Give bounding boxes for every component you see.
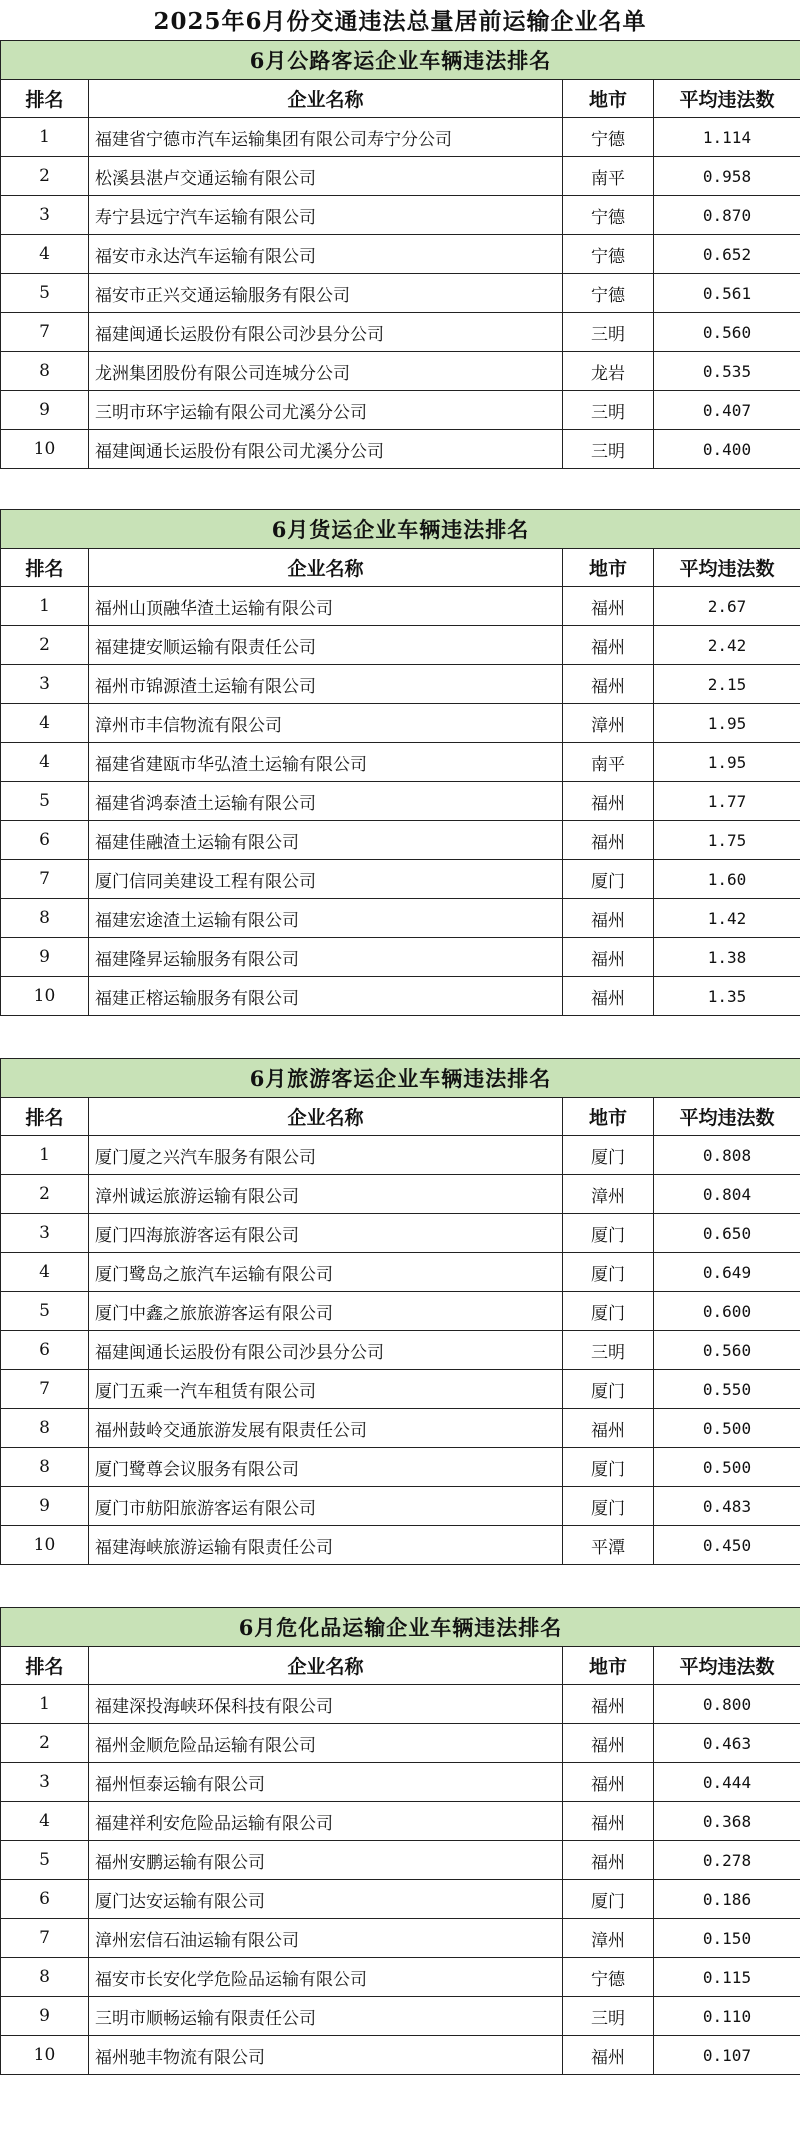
- table-header-row: [1, 1647, 800, 1685]
- avg-violations-cell: 0.400: [654, 430, 800, 469]
- table-row: [1, 665, 800, 704]
- avg-violations-cell: 0.107: [654, 2036, 800, 2075]
- page-title: 2025年6月份交通违法总量居前运输企业名单: [153, 8, 647, 35]
- table-header-row: [1, 549, 800, 587]
- rank-cell: 10: [1, 2036, 89, 2075]
- section-title-row: [1, 510, 800, 549]
- table-row: [1, 1253, 800, 1292]
- table-row: [1, 860, 800, 899]
- section-title: 6月公路客运企业车辆违法排名: [1, 41, 800, 80]
- avg-violations-cell: 0.368: [654, 1802, 800, 1841]
- city-cell: 厦门: [563, 1253, 654, 1292]
- rank-cell: 8: [1, 1409, 89, 1448]
- rank-cell: 10: [1, 430, 89, 469]
- avg-violations-cell: 0.500: [654, 1448, 800, 1487]
- city-cell: 福州: [563, 1841, 654, 1880]
- rank-cell: 1: [1, 587, 89, 626]
- avg-violations-cell: 0.500: [654, 1409, 800, 1448]
- city-cell: 福州: [563, 899, 654, 938]
- city-cell: 福州: [563, 587, 654, 626]
- avg-violations-cell: 1.60: [654, 860, 800, 899]
- city-cell: 三明: [563, 391, 654, 430]
- avg-violations-cell: 0.278: [654, 1841, 800, 1880]
- rank-cell: 9: [1, 1487, 89, 1526]
- city-cell: 漳州: [563, 1175, 654, 1214]
- table-row: [1, 1802, 800, 1841]
- rank-cell: 2: [1, 1175, 89, 1214]
- table-row: [1, 938, 800, 977]
- table-row: [1, 2036, 800, 2075]
- table-row: [1, 430, 800, 469]
- table-row: [1, 1841, 800, 1880]
- company-name-cell: 福建闽通长运股份有限公司沙县分公司: [89, 313, 563, 352]
- rank-cell: 2: [1, 1724, 89, 1763]
- header-rank: 排名: [1, 80, 89, 118]
- company-name-cell: 福州山顶融华渣土运输有限公司: [89, 587, 563, 626]
- company-name-cell: 福州金顺危险品运输有限公司: [89, 1724, 563, 1763]
- ranking-table: [0, 509, 800, 1016]
- company-name-cell: 福州市锦源渣土运输有限公司: [89, 665, 563, 704]
- section-title: 6月货运企业车辆违法排名: [1, 510, 800, 549]
- avg-violations-cell: 0.535: [654, 352, 800, 391]
- rank-cell: 10: [1, 977, 89, 1016]
- table-row: [1, 1958, 800, 1997]
- header-avg-violations: 平均违法数: [654, 549, 800, 587]
- avg-violations-cell: 0.444: [654, 1763, 800, 1802]
- company-name-cell: 福建隆昇运输服务有限公司: [89, 938, 563, 977]
- company-name-cell: 福建宏途渣土运输有限公司: [89, 899, 563, 938]
- avg-violations-cell: 1.77: [654, 782, 800, 821]
- avg-violations-cell: 0.483: [654, 1487, 800, 1526]
- avg-violations-cell: 1.35: [654, 977, 800, 1016]
- ranking-sections: [0, 40, 800, 2075]
- table-row: [1, 118, 800, 157]
- city-cell: 福州: [563, 977, 654, 1016]
- header-rank: 排名: [1, 549, 89, 587]
- avg-violations-cell: 1.95: [654, 743, 800, 782]
- table-row: [1, 235, 800, 274]
- city-cell: 三明: [563, 1997, 654, 2036]
- section-title-row: [1, 1059, 800, 1098]
- avg-violations-cell: 0.808: [654, 1136, 800, 1175]
- table-row: [1, 1370, 800, 1409]
- table-row: [1, 196, 800, 235]
- rank-cell: 3: [1, 1214, 89, 1253]
- city-cell: 福州: [563, 782, 654, 821]
- rank-cell: 9: [1, 1997, 89, 2036]
- rank-cell: 3: [1, 665, 89, 704]
- rank-cell: 7: [1, 1370, 89, 1409]
- table-row: [1, 1331, 800, 1370]
- rank-cell: 4: [1, 1253, 89, 1292]
- table-row: [1, 1175, 800, 1214]
- city-cell: 宁德: [563, 196, 654, 235]
- city-cell: 厦门: [563, 1214, 654, 1253]
- company-name-cell: 福州驰丰物流有限公司: [89, 2036, 563, 2075]
- rank-cell: 9: [1, 938, 89, 977]
- section-spacer: [0, 1565, 800, 1607]
- company-name-cell: 龙洲集团股份有限公司连城分公司: [89, 352, 563, 391]
- rank-cell: 3: [1, 1763, 89, 1802]
- rank-cell: 1: [1, 1136, 89, 1175]
- table-row: [1, 1919, 800, 1958]
- city-cell: 厦门: [563, 1370, 654, 1409]
- rank-cell: 5: [1, 274, 89, 313]
- city-cell: 厦门: [563, 1292, 654, 1331]
- avg-violations-cell: 0.804: [654, 1175, 800, 1214]
- avg-violations-cell: 0.560: [654, 1331, 800, 1370]
- avg-violations-cell: 0.450: [654, 1526, 800, 1565]
- company-name-cell: 福建省宁德市汽车运输集团有限公司寿宁分公司: [89, 118, 563, 157]
- company-name-cell: 福建省鸿泰渣土运输有限公司: [89, 782, 563, 821]
- company-name-cell: 厦门中鑫之旅旅游客运有限公司: [89, 1292, 563, 1331]
- company-name-cell: 寿宁县远宁汽车运输有限公司: [89, 196, 563, 235]
- city-cell: 福州: [563, 1685, 654, 1724]
- city-cell: 厦门: [563, 1448, 654, 1487]
- table-row: [1, 313, 800, 352]
- company-name-cell: 漳州宏信石油运输有限公司: [89, 1919, 563, 1958]
- header-city: 地市: [563, 80, 654, 118]
- table-row: [1, 1880, 800, 1919]
- company-name-cell: 福安市永达汽车运输有限公司: [89, 235, 563, 274]
- header-rank: 排名: [1, 1647, 89, 1685]
- city-cell: 平潭: [563, 1526, 654, 1565]
- avg-violations-cell: 0.561: [654, 274, 800, 313]
- company-name-cell: 福建省建瓯市华弘渣土运输有限公司: [89, 743, 563, 782]
- header-company-name: 企业名称: [89, 1098, 563, 1136]
- city-cell: 龙岩: [563, 352, 654, 391]
- rank-cell: 6: [1, 1880, 89, 1919]
- city-cell: 福州: [563, 626, 654, 665]
- ranking-section: [0, 1058, 800, 1565]
- rank-cell: 7: [1, 1919, 89, 1958]
- city-cell: 福州: [563, 938, 654, 977]
- avg-violations-cell: 2.15: [654, 665, 800, 704]
- company-name-cell: 福建佳融渣土运输有限公司: [89, 821, 563, 860]
- table-row: [1, 1526, 800, 1565]
- avg-violations-cell: 0.800: [654, 1685, 800, 1724]
- table-row: [1, 743, 800, 782]
- table-row: [1, 626, 800, 665]
- avg-violations-cell: 0.560: [654, 313, 800, 352]
- company-name-cell: 厦门鹭岛之旅汽车运输有限公司: [89, 1253, 563, 1292]
- table-row: [1, 1487, 800, 1526]
- section-title: 6月危化品运输企业车辆违法排名: [1, 1608, 800, 1647]
- avg-violations-cell: 0.650: [654, 1214, 800, 1253]
- city-cell: 三明: [563, 313, 654, 352]
- avg-violations-cell: 0.600: [654, 1292, 800, 1331]
- table-row: [1, 1724, 800, 1763]
- table-row: [1, 1448, 800, 1487]
- company-name-cell: 厦门厦之兴汽车服务有限公司: [89, 1136, 563, 1175]
- city-cell: 厦门: [563, 860, 654, 899]
- rank-cell: 3: [1, 196, 89, 235]
- table-row: [1, 157, 800, 196]
- city-cell: 福州: [563, 1409, 654, 1448]
- rank-cell: 4: [1, 1802, 89, 1841]
- section-title: 6月旅游客运企业车辆违法排名: [1, 1059, 800, 1098]
- rank-cell: 8: [1, 352, 89, 391]
- city-cell: 福州: [563, 1763, 654, 1802]
- ranking-table: [0, 1607, 800, 2075]
- city-cell: 宁德: [563, 235, 654, 274]
- city-cell: 三明: [563, 1331, 654, 1370]
- city-cell: 福州: [563, 821, 654, 860]
- table-row: [1, 391, 800, 430]
- table-row: [1, 1136, 800, 1175]
- table-header-row: [1, 80, 800, 118]
- avg-violations-cell: 0.150: [654, 1919, 800, 1958]
- city-cell: 厦门: [563, 1487, 654, 1526]
- rank-cell: 6: [1, 1331, 89, 1370]
- company-name-cell: 福建深投海峡环保科技有限公司: [89, 1685, 563, 1724]
- header-city: 地市: [563, 549, 654, 587]
- header-avg-violations: 平均违法数: [654, 1098, 800, 1136]
- rank-cell: 6: [1, 821, 89, 860]
- avg-violations-cell: 2.42: [654, 626, 800, 665]
- company-name-cell: 福安市正兴交通运输服务有限公司: [89, 274, 563, 313]
- company-name-cell: 漳州诚运旅游运输有限公司: [89, 1175, 563, 1214]
- company-name-cell: 松溪县湛卢交通运输有限公司: [89, 157, 563, 196]
- rank-cell: 10: [1, 1526, 89, 1565]
- city-cell: 南平: [563, 157, 654, 196]
- header-avg-violations: 平均违法数: [654, 1647, 800, 1685]
- city-cell: 福州: [563, 2036, 654, 2075]
- city-cell: 宁德: [563, 118, 654, 157]
- avg-violations-cell: 0.652: [654, 235, 800, 274]
- section-title-row: [1, 41, 800, 80]
- header-rank: 排名: [1, 1098, 89, 1136]
- section-spacer: [0, 1016, 800, 1058]
- rank-cell: 5: [1, 782, 89, 821]
- table-row: [1, 352, 800, 391]
- rank-cell: 8: [1, 1448, 89, 1487]
- rank-cell: 4: [1, 235, 89, 274]
- city-cell: 福州: [563, 1724, 654, 1763]
- company-name-cell: 厦门鹭尊会议服务有限公司: [89, 1448, 563, 1487]
- avg-violations-cell: 0.958: [654, 157, 800, 196]
- company-name-cell: 福建正榕运输服务有限公司: [89, 977, 563, 1016]
- city-cell: 漳州: [563, 1919, 654, 1958]
- header-avg-violations: 平均违法数: [654, 80, 800, 118]
- rank-cell: 2: [1, 626, 89, 665]
- table-row: [1, 1292, 800, 1331]
- rank-cell: 7: [1, 860, 89, 899]
- rank-cell: 7: [1, 313, 89, 352]
- company-name-cell: 三明市顺畅运输有限责任公司: [89, 1997, 563, 2036]
- ranking-table: [0, 40, 800, 469]
- table-row: [1, 1685, 800, 1724]
- city-cell: 漳州: [563, 704, 654, 743]
- ranking-section: [0, 1607, 800, 2075]
- header-city: 地市: [563, 1098, 654, 1136]
- table-row: [1, 1214, 800, 1253]
- rank-cell: 4: [1, 743, 89, 782]
- city-cell: 厦门: [563, 1880, 654, 1919]
- avg-violations-cell: 2.67: [654, 587, 800, 626]
- company-name-cell: 福建闽通长运股份有限公司沙县分公司: [89, 1331, 563, 1370]
- company-name-cell: 漳州市丰信物流有限公司: [89, 704, 563, 743]
- company-name-cell: 厦门市舫阳旅游客运有限公司: [89, 1487, 563, 1526]
- avg-violations-cell: 1.75: [654, 821, 800, 860]
- city-cell: 福州: [563, 665, 654, 704]
- table-header-row: [1, 1098, 800, 1136]
- company-name-cell: 厦门四海旅游客运有限公司: [89, 1214, 563, 1253]
- city-cell: 福州: [563, 1802, 654, 1841]
- avg-violations-cell: 1.114: [654, 118, 800, 157]
- rank-cell: 8: [1, 899, 89, 938]
- company-name-cell: 福建闽通长运股份有限公司尤溪分公司: [89, 430, 563, 469]
- table-row: [1, 899, 800, 938]
- table-row: [1, 821, 800, 860]
- company-name-cell: 福建祥利安危险品运输有限公司: [89, 1802, 563, 1841]
- city-cell: 南平: [563, 743, 654, 782]
- rank-cell: 1: [1, 1685, 89, 1724]
- city-cell: 厦门: [563, 1136, 654, 1175]
- avg-violations-cell: 0.649: [654, 1253, 800, 1292]
- ranking-table: [0, 1058, 800, 1565]
- ranking-section: [0, 509, 800, 1016]
- avg-violations-cell: 1.38: [654, 938, 800, 977]
- header-company-name: 企业名称: [89, 80, 563, 118]
- rank-cell: 2: [1, 157, 89, 196]
- company-name-cell: 福州恒泰运输有限公司: [89, 1763, 563, 1802]
- table-row: [1, 1763, 800, 1802]
- table-row: [1, 977, 800, 1016]
- table-row: [1, 782, 800, 821]
- company-name-cell: 三明市环宇运输有限公司尤溪分公司: [89, 391, 563, 430]
- company-name-cell: 厦门信同美建设工程有限公司: [89, 860, 563, 899]
- table-row: [1, 274, 800, 313]
- rank-cell: 9: [1, 391, 89, 430]
- avg-violations-cell: 0.550: [654, 1370, 800, 1409]
- rank-cell: 1: [1, 118, 89, 157]
- table-row: [1, 1997, 800, 2036]
- ranking-section: [0, 40, 800, 469]
- city-cell: 宁德: [563, 274, 654, 313]
- avg-violations-cell: 0.407: [654, 391, 800, 430]
- city-cell: 宁德: [563, 1958, 654, 1997]
- rank-cell: 5: [1, 1841, 89, 1880]
- company-name-cell: 福州安鹏运输有限公司: [89, 1841, 563, 1880]
- avg-violations-cell: 0.110: [654, 1997, 800, 2036]
- company-name-cell: 福安市长安化学危险品运输有限公司: [89, 1958, 563, 1997]
- rank-cell: 8: [1, 1958, 89, 1997]
- avg-violations-cell: 1.42: [654, 899, 800, 938]
- avg-violations-cell: 0.186: [654, 1880, 800, 1919]
- company-name-cell: 厦门五乘一汽车租赁有限公司: [89, 1370, 563, 1409]
- company-name-cell: 福建海峡旅游运输有限责任公司: [89, 1526, 563, 1565]
- header-company-name: 企业名称: [89, 1647, 563, 1685]
- section-title-row: [1, 1608, 800, 1647]
- avg-violations-cell: 0.463: [654, 1724, 800, 1763]
- header-company-name: 企业名称: [89, 549, 563, 587]
- table-row: [1, 704, 800, 743]
- avg-violations-cell: 0.115: [654, 1958, 800, 1997]
- table-row: [1, 587, 800, 626]
- header-city: 地市: [563, 1647, 654, 1685]
- table-row: [1, 1409, 800, 1448]
- company-name-cell: 福建捷安顺运输有限责任公司: [89, 626, 563, 665]
- section-spacer: [0, 469, 800, 509]
- avg-violations-cell: 0.870: [654, 196, 800, 235]
- city-cell: 三明: [563, 430, 654, 469]
- company-name-cell: 厦门达安运输有限公司: [89, 1880, 563, 1919]
- avg-violations-cell: 1.95: [654, 704, 800, 743]
- company-name-cell: 福州鼓岭交通旅游发展有限责任公司: [89, 1409, 563, 1448]
- rank-cell: 4: [1, 704, 89, 743]
- rank-cell: 5: [1, 1292, 89, 1331]
